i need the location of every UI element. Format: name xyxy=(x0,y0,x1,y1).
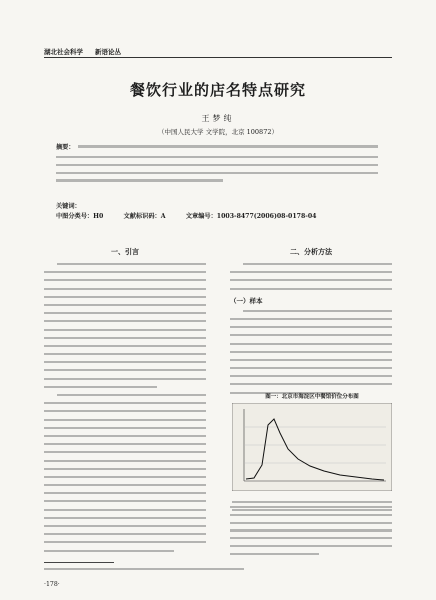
body-line xyxy=(44,460,206,462)
body-line xyxy=(44,369,206,371)
body-line xyxy=(243,310,392,312)
body-line xyxy=(230,545,392,547)
body-line xyxy=(230,279,392,281)
section-heading-intro: 一、引言 xyxy=(111,247,139,256)
doc-code-value: A xyxy=(160,213,166,220)
body-line xyxy=(44,435,206,437)
doc-code-label: 文献标识码： xyxy=(123,213,161,220)
body-line xyxy=(44,312,206,314)
abstract-line xyxy=(78,145,378,147)
header-divider xyxy=(44,57,392,58)
section-heading-method: 二、分析方法 xyxy=(290,247,332,256)
body-line xyxy=(44,353,206,355)
figure-frame xyxy=(232,403,392,491)
body-line xyxy=(44,378,206,380)
body-line xyxy=(230,537,392,539)
body-line xyxy=(44,484,206,486)
body-line xyxy=(230,553,319,555)
body-line xyxy=(44,279,206,281)
body-line xyxy=(243,263,392,265)
body-line xyxy=(44,476,206,478)
keywords-label: 关键词： xyxy=(56,203,81,210)
article-no-label: 文章编号： xyxy=(185,213,217,220)
figure-caption-line xyxy=(232,501,392,503)
body-line xyxy=(230,506,392,508)
body-line xyxy=(230,514,392,516)
body-line xyxy=(230,351,392,353)
body-line xyxy=(44,345,206,347)
body-line xyxy=(44,410,206,412)
body-line xyxy=(230,359,392,361)
body-line xyxy=(44,304,206,306)
body-line xyxy=(44,517,206,519)
body-line xyxy=(44,468,206,470)
body-line xyxy=(44,361,206,363)
body-line xyxy=(230,522,392,524)
figure-title: 图一：北京市海淀区中餐馆价位分布图 xyxy=(265,394,359,400)
body-line xyxy=(44,402,206,404)
body-line xyxy=(44,509,206,511)
body-line xyxy=(230,375,392,377)
body-line xyxy=(57,394,206,396)
right-column xyxy=(230,247,392,400)
body-line xyxy=(44,550,174,552)
body-line xyxy=(44,337,206,339)
page-number: ·178· xyxy=(44,581,60,588)
body-line xyxy=(230,318,392,320)
figure-plot xyxy=(232,403,392,491)
body-line xyxy=(230,288,392,290)
classification-line xyxy=(56,211,316,220)
price-distribution-figure xyxy=(232,392,392,492)
body-line xyxy=(44,525,206,527)
body-line xyxy=(44,443,206,445)
article-no-value: 1003-8477(2006)08-0178-04 xyxy=(216,213,317,220)
left-column xyxy=(44,247,206,558)
keywords-line xyxy=(56,201,81,210)
body-line xyxy=(44,329,206,331)
body-line xyxy=(44,492,206,494)
article-author: 王梦纯 xyxy=(201,114,235,123)
body-line xyxy=(44,386,157,388)
body-line xyxy=(44,296,206,298)
abstract-label: 摘要： xyxy=(56,144,75,151)
body-line xyxy=(230,334,392,336)
author-affiliation: （中国人民大学 文学院，北京 100872） xyxy=(158,128,278,136)
body-line xyxy=(44,451,206,453)
body-line xyxy=(230,343,392,345)
body-line xyxy=(230,383,392,385)
body-line xyxy=(44,419,206,421)
section-name: 新语论丛 xyxy=(95,48,121,56)
body-line xyxy=(44,533,206,535)
abstract-line xyxy=(56,156,378,158)
body-line xyxy=(230,271,392,273)
clc-value: H0 xyxy=(93,213,104,220)
abstract-line xyxy=(56,179,223,181)
body-line xyxy=(230,367,392,369)
subsection-heading-sample: （一）样本 xyxy=(230,296,263,305)
body-line xyxy=(44,288,206,290)
body-line xyxy=(230,529,392,531)
body-line xyxy=(230,326,392,328)
abstract xyxy=(56,142,378,187)
body-line xyxy=(44,541,206,543)
body-line xyxy=(44,427,206,429)
body-line xyxy=(57,263,206,265)
body-line xyxy=(44,320,206,322)
body-line xyxy=(44,500,206,502)
article-title: 餐饮行业的店名特点研究 xyxy=(129,81,306,99)
body-line xyxy=(44,271,206,273)
abstract-line xyxy=(56,172,378,174)
right-column-continued xyxy=(230,506,392,560)
author-footnote xyxy=(44,568,244,570)
footnote-divider xyxy=(44,562,114,563)
abstract-line xyxy=(56,164,378,166)
clc-label: 中图分类号： xyxy=(56,213,94,220)
journal-name: 湖北社会科学 xyxy=(44,48,83,56)
